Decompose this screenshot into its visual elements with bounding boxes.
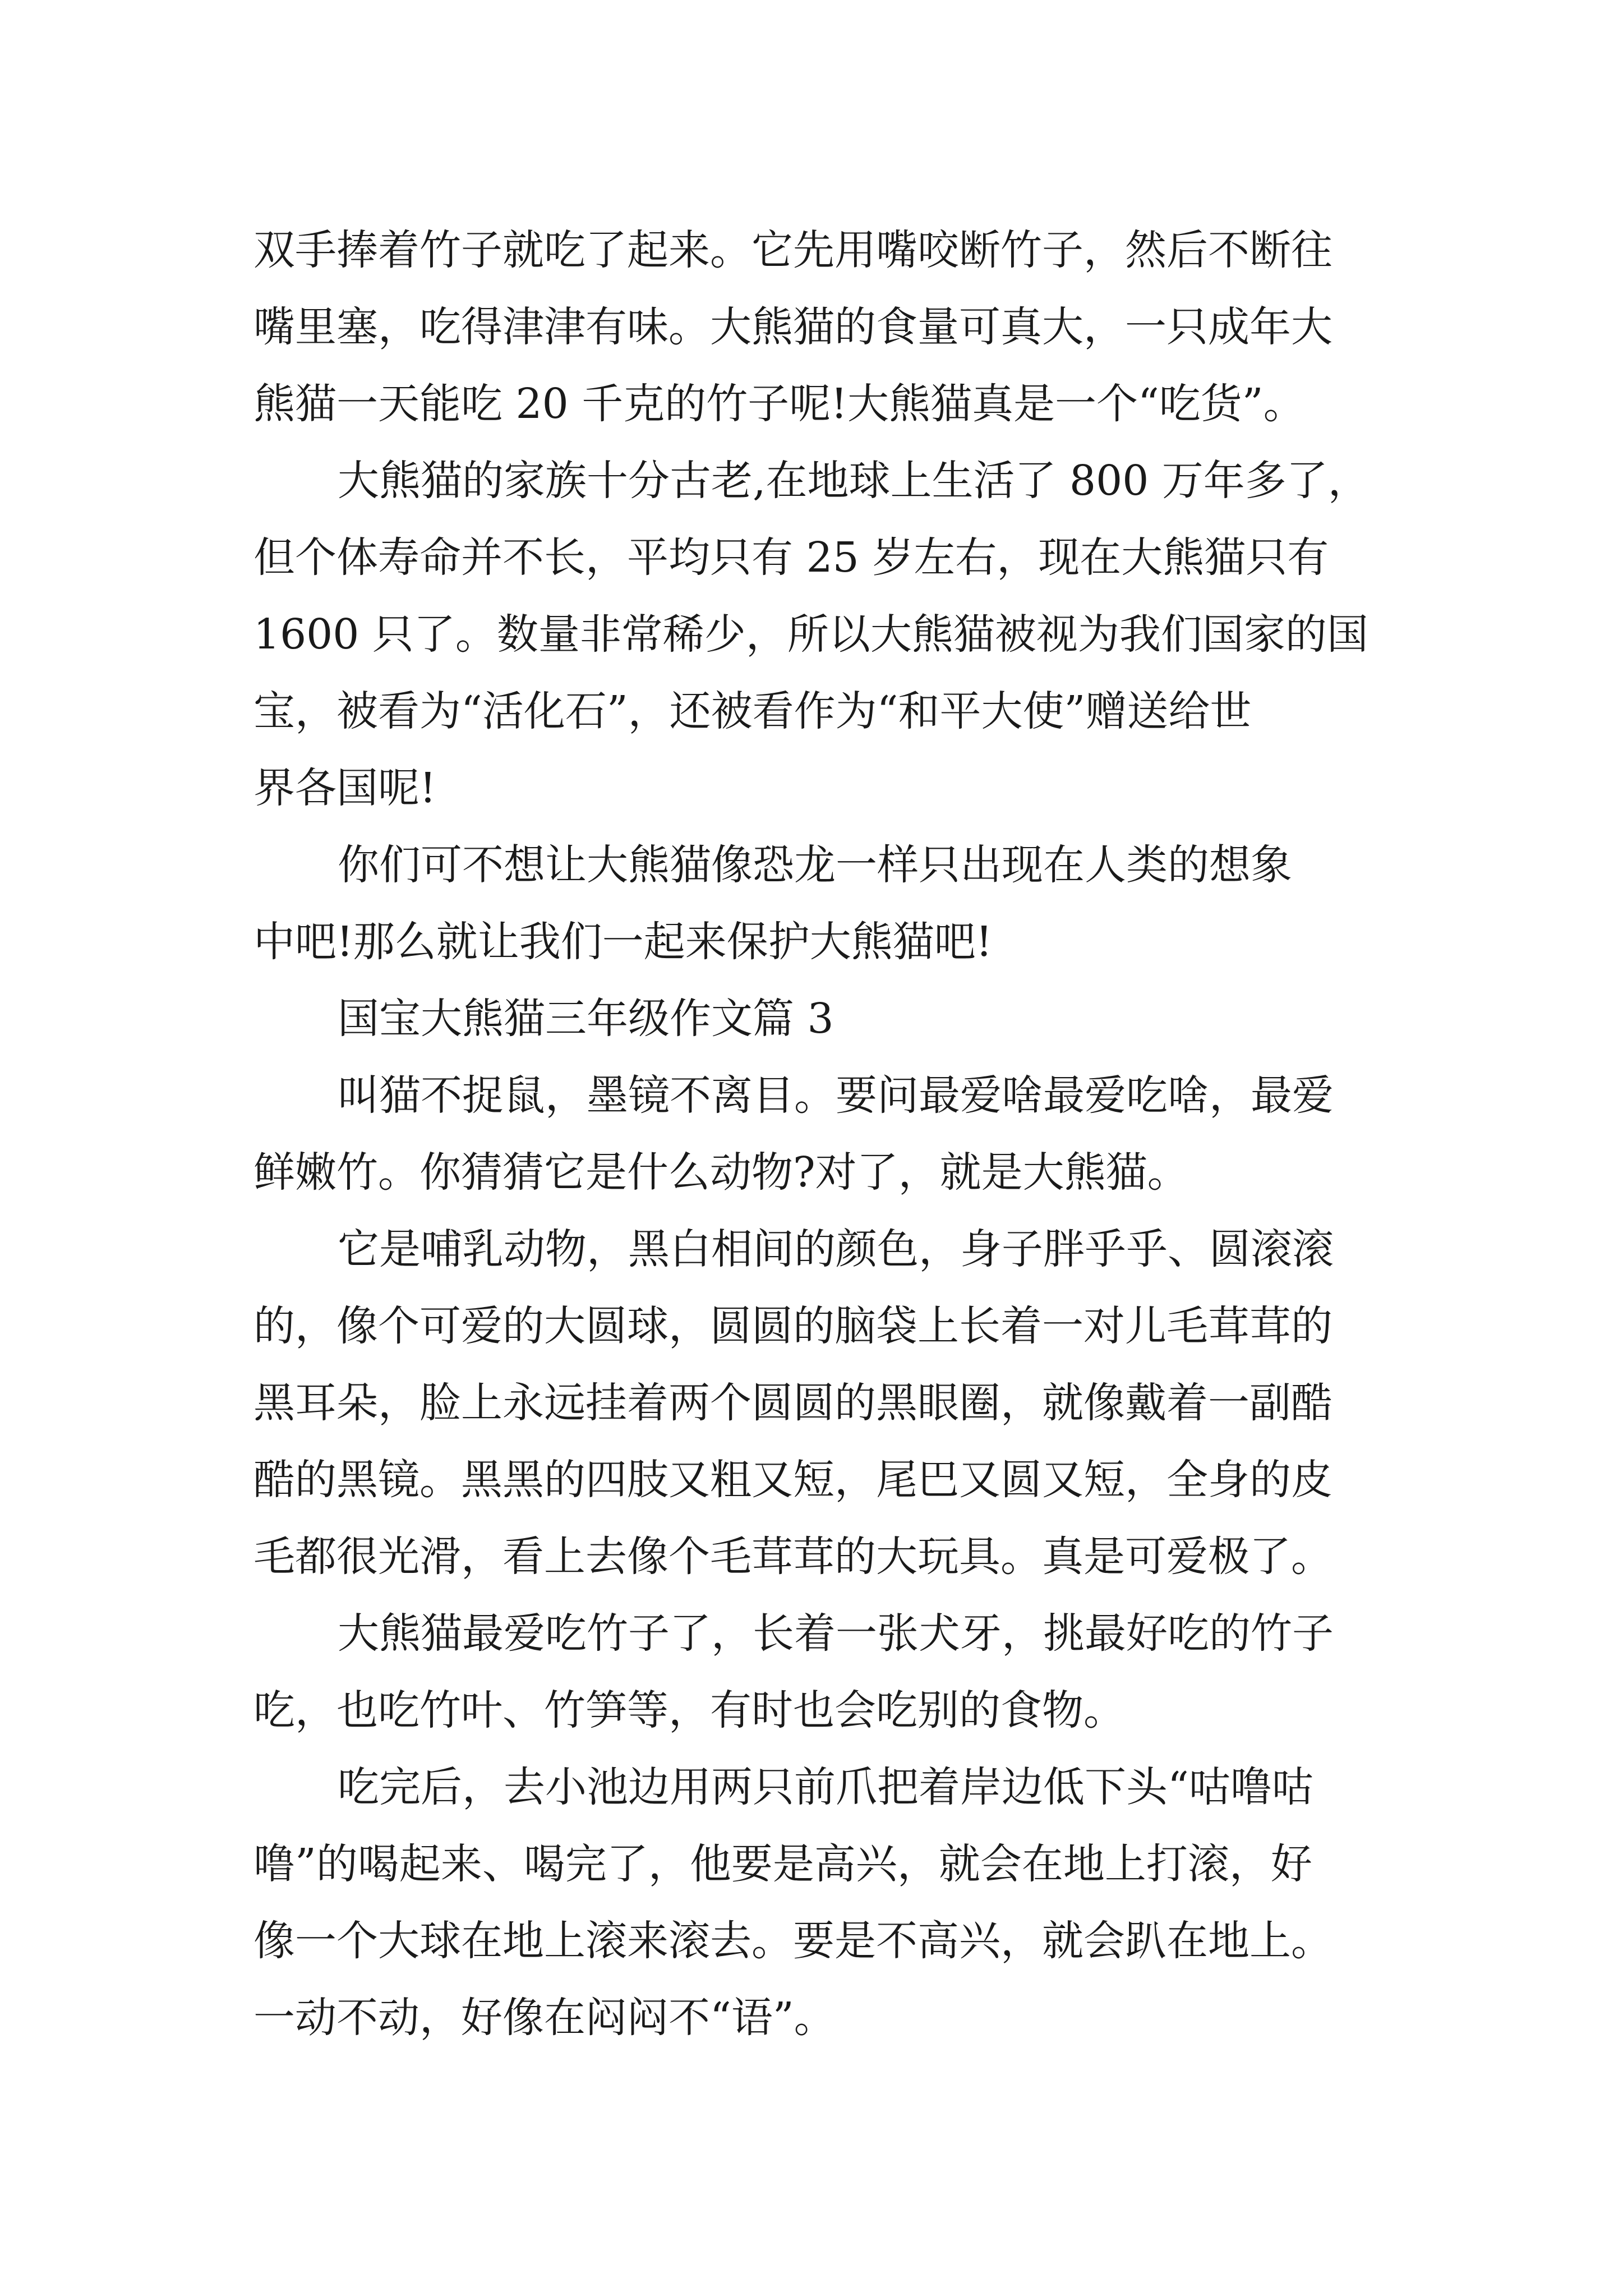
body-text — [253, 212, 1392, 2056]
text-line: 毛都很光滑，看上去像个毛茸茸的大玩具。真是可爱极了。 — [253, 1533, 1332, 1581]
text-line: 的，像个可爱的大圆球，圆圆的脑袋上长着一对儿毛茸茸的 — [253, 1302, 1332, 1350]
text-line: 界各国呢! — [253, 764, 436, 812]
section-heading: 国宝大熊猫三年级作文篇 3 — [338, 995, 834, 1043]
paragraph-start-line: 你们可不想让大熊猫像恐龙一样只出现在人类的想象 — [338, 841, 1292, 889]
text-line: 鲜嫩竹。你猜猜它是什么动物?对了，就是大熊猫。 — [253, 1148, 1189, 1197]
text-line: 一动不动，好像在闷闷不“语”。 — [253, 1994, 836, 2042]
text-line: 噜”的喝起来、喝完了，他要是高兴，就会在地上打滚，好 — [253, 1840, 1312, 1888]
text-line: 宝，被看为“活化石”，还被看作为“和平大使”赠送给世 — [253, 687, 1252, 735]
text-line: 双手捧着竹子就吃了起来。它先用嘴咬断竹子，然后不断往 — [253, 226, 1332, 274]
paragraph-start-line: 吃完后，去小池边用两只前爪把着岸边低下头“咕噜咕 — [338, 1763, 1313, 1811]
text-line: 黑耳朵，脸上永远挂着两个圆圆的黑眼圈，就像戴着一副酷 — [253, 1379, 1332, 1427]
text-line: 嘴里塞，吃得津津有味。大熊猫的食量可真大，一只成年大 — [253, 303, 1332, 351]
text-line: 吃，也吃竹叶、竹笋等，有时也会吃别的食物。 — [253, 1686, 1125, 1734]
text-line: 酷的黑镜。黑黑的四肢又粗又短，尾巴又圆又短，全身的皮 — [253, 1456, 1332, 1504]
paragraph-start-line: 大熊猫的家族十分古老,在地球上生活了 800 万年多了， — [338, 457, 1370, 505]
paragraph-start-line: 它是哺乳动物，黑白相间的颜色，身子胖乎乎、圆滚滚 — [338, 1225, 1334, 1273]
paragraph-start-line: 叫猫不捉鼠，墨镜不离目。要问最爱啥最爱吃啥，最爱 — [338, 1071, 1334, 1120]
text-line: 熊猫一天能吃 20 千克的竹子呢!大熊猫真是一个“吃货”。 — [253, 380, 1305, 428]
text-line: 但个体寿命并不长，平均只有 25 岁左右，现在大熊猫只有 — [253, 533, 1329, 582]
text-line: 像一个大球在地上滚来滚去。要是不高兴，就会趴在地上。 — [253, 1917, 1332, 1965]
paragraph-start-line: 大熊猫最爱吃竹子了，长着一张犬牙，挑最好吃的竹子 — [338, 1609, 1334, 1658]
text-line: 1600 只了。数量非常稀少，所以大熊猫被视为我们国家的国 — [253, 610, 1368, 659]
text-line: 中吧!那么就让我们一起来保护大熊猫吧! — [253, 918, 993, 966]
